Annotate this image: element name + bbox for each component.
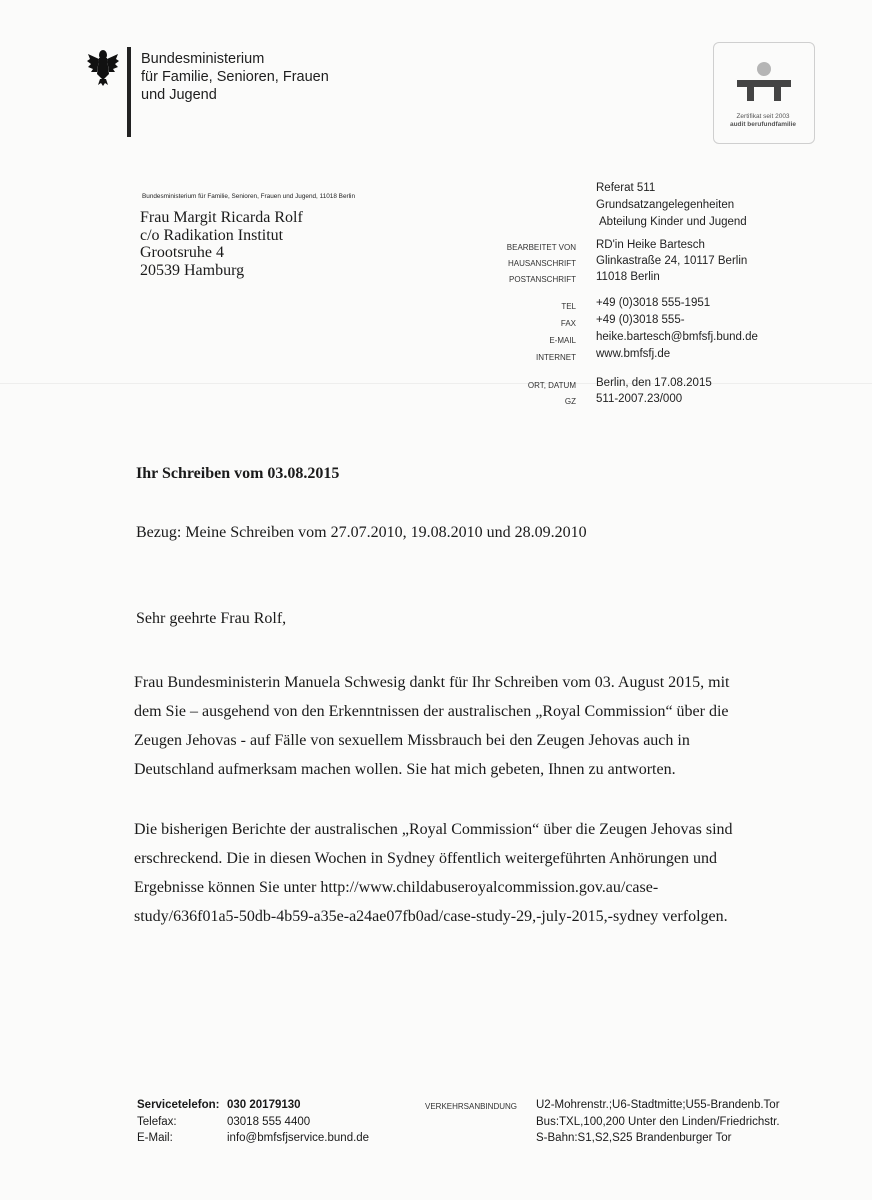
- recipient-line-4: 20539 Hamburg: [140, 261, 245, 279]
- contact-values-b: [596, 295, 758, 363]
- tel-value: +49 (0)3018 555-1951: [596, 297, 711, 309]
- recipient-address: [140, 209, 303, 279]
- footer-transport-line-3: S-Bahn:S1,S2,S25 Brandenburger Tor: [536, 1132, 732, 1144]
- sender-return-line: Bundesministerium für Familie, Senioren, Frauen und Jugend, 11018 Berlin: [142, 193, 356, 200]
- footer-transport-line-2: Bus:TXL,100,200 Unter den Linden/Friedrichstr.: [536, 1115, 780, 1128]
- postanschrift-label: POSTANSCHRIFT: [509, 275, 576, 284]
- ministry-line-3: und Jugend: [141, 87, 217, 103]
- footer-transport-label: VERKEHRSANBINDUNG: [425, 1102, 518, 1111]
- fold-line: [0, 383, 872, 384]
- hausanschrift-label: HAUSANSCHRIFT: [507, 259, 576, 268]
- paragraph-2: [134, 815, 784, 931]
- date-values: [596, 375, 712, 407]
- bearbeitet-label: BEARBEITET VON: [506, 243, 576, 252]
- department-line-2: Grundsatzangelegenheiten: [596, 199, 735, 211]
- ort-datum-label: ORT, DATUM: [527, 381, 576, 390]
- email-value: heike.bartesch@bmfsfj.bund.de: [596, 331, 758, 343]
- footer-email-label: E-Mail:: [137, 1132, 173, 1144]
- ort-datum-value: Berlin, den 17.08.2015: [596, 377, 712, 389]
- department-line-3: Abteilung Kinder und Jugend: [599, 216, 747, 228]
- ministry-name: [141, 50, 329, 104]
- internet-label: INTERNET: [536, 353, 576, 362]
- department-block: [596, 180, 747, 231]
- ministry-line-2: für Familie, Senioren, Frauen: [141, 69, 329, 85]
- bearbeitet-value: RD'in Heike Bartesch: [596, 239, 705, 251]
- certificate-line-1: Zertifikat seit 2003: [736, 113, 790, 120]
- paragraph-1-line-4: Deutschland aufmerksam machen wollen. Sie hat mich gebeten, Ihnen zu antworten.: [134, 761, 676, 778]
- internet-value: www.bmfsfj.de: [596, 348, 671, 360]
- contact-values-a: [596, 237, 747, 285]
- fax-label: FAX: [560, 319, 576, 328]
- fax-value: +49 (0)3018 555-: [596, 314, 685, 326]
- paragraph-2-line-4: study/636f01a5-50db-4b59-a35e-a24ae07fb0ad/case-study-29,-july-2015,-sydney verfolgen.: [134, 908, 728, 925]
- footer-labels: [137, 1097, 219, 1147]
- recipient-line-1: Frau Margit Ricarda Rolf: [140, 209, 303, 226]
- paragraph-2-line-1: Die bisherigen Berichte der australischen „Royal Commission“ über die Zeugen Jehovas sind: [134, 821, 733, 838]
- footer-transport: [536, 1097, 780, 1147]
- letter-subject: Ihr Schreiben vom 03.08.2015: [136, 465, 340, 482]
- gz-label: GZ: [564, 397, 576, 406]
- footer-transport-line-1: U2-Mohrenstr.;U6-Stadtmitte;U55-Brandenb.Tor: [536, 1099, 780, 1111]
- audit-berufundfamilie-icon: [714, 43, 814, 113]
- footer-email-value: info@bmfsfjservice.bund.de: [227, 1132, 370, 1144]
- contact-labels-b: [480, 298, 576, 366]
- footer-service-value: 030 20179130: [227, 1099, 301, 1111]
- federal-eagle-icon: [86, 46, 120, 86]
- email-label: E-MAIL: [549, 336, 576, 345]
- footer-values: [227, 1097, 369, 1147]
- letter-salutation: Sehr geehrte Frau Rolf,: [136, 610, 287, 627]
- recipient-line-3: Grootsruhe 4: [140, 244, 224, 261]
- logo-bar: [127, 47, 131, 137]
- gz-value: 511-2007.23/000: [596, 393, 683, 405]
- paragraph-1-line-1: Frau Bundesministerin Manuela Schwesig dankt für Ihr Schreiben vom 03. August 2015, mit: [134, 674, 730, 691]
- letter-reference: Bezug: Meine Schreiben vom 27.07.2010, 19.08.2010 und 28.09.2010: [136, 524, 587, 541]
- postanschrift-value: 11018 Berlin: [596, 271, 660, 283]
- paragraph-2-line-3: Ergebnisse können Sie unter http://www.childabuseroyalcommission.gov.au/case-: [134, 879, 659, 896]
- paragraph-2-line-2: erschreckend. Die in diesen Wochen in Sydney öffentlich weitergeführten Anhörungen und: [134, 850, 717, 867]
- department-line-1: Referat 511: [596, 182, 656, 194]
- paragraph-1: [134, 668, 784, 784]
- certificate-text: [716, 113, 810, 129]
- paragraph-1-line-3: Zeugen Jehovas - auf Fälle von sexuellem Missbrauch bei den Zeugen Jehovas auch in: [134, 732, 690, 749]
- footer-telefax-label: Telefax:: [137, 1115, 177, 1128]
- certificate-line-2: audit berufundfamilie: [729, 121, 797, 128]
- hausanschrift-value: Glinkastraße 24, 10117 Berlin: [596, 255, 748, 267]
- paragraph-1-line-2: dem Sie – ausgehend von den Erkenntnissen der australischen „Royal Commission“ über die: [134, 703, 729, 720]
- recipient-line-2: c/o Radikation Institut: [140, 226, 284, 244]
- contact-labels-a: [480, 240, 576, 288]
- tel-label: TEL: [561, 302, 576, 311]
- ministry-line-1: Bundesministerium: [141, 51, 265, 67]
- footer-service-label: Servicetelefon:: [137, 1099, 220, 1111]
- footer-telefax-value: 03018 555 4400: [227, 1115, 311, 1128]
